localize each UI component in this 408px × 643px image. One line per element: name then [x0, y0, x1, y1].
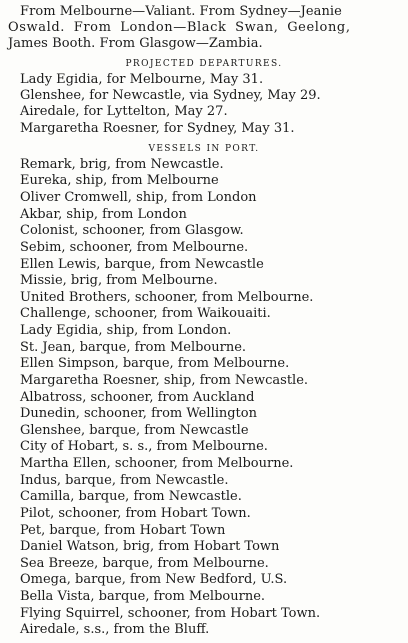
list-item: Indus, barque, from Newcastle.	[20, 472, 229, 488]
vessels-in-port-list	[8, 157, 400, 639]
list-item: Colonist, schooner, from Glasgow.	[20, 223, 244, 239]
list-item: Sea Breeze, barque, from Melbourne.	[20, 555, 269, 571]
list-item: Ellen Lewis, barque, from Newcastle	[20, 256, 264, 272]
projected-departures-list	[8, 72, 400, 137]
list-item: Oliver Cromwell, ship, from London	[20, 190, 257, 206]
projected-departures-heading: PROJECTED DEPARTURES.	[125, 59, 283, 69]
list-item: Akbar, ship, from London	[20, 206, 187, 222]
list-item: Remark, brig, from Newcastle.	[20, 156, 224, 172]
list-item: Glenshee, for Newcastle, via Sydney, May 29.	[20, 88, 321, 104]
list-item: Lady Egidia, for Melbourne, May 31.	[20, 72, 264, 87]
list-item: United Brothers, schooner, from Melbourne.	[20, 289, 314, 305]
list-item: Ellen Simpson, barque, from Melbourne.	[20, 356, 290, 372]
list-item: Airedale, for Lyttelton, May 27.	[20, 104, 228, 120]
arrivals-expected-paragraph	[8, 4, 400, 52]
list-item: Challenge, schooner, from Waikouaiti.	[20, 306, 271, 322]
vessels-in-port-heading: VESSELS IN PORT.	[148, 143, 260, 154]
list-item: Airedale, s.s., from the Bluff.	[20, 622, 210, 638]
list-item: Omega, barque, from New Bedford, U.S.	[20, 572, 288, 588]
list-item: Margaretha Roesner, for Sydney, May 31.	[20, 120, 295, 136]
list-item: Bella Vista, barque, from Melbourne.	[20, 589, 266, 605]
list-item: Daniel Watson, brig, from Hobart Town	[20, 539, 280, 555]
list-item: Pet, barque, from Hobart Town	[20, 522, 226, 538]
intro-line: James Booth. From Glasgow—Zambia.	[8, 36, 263, 51]
list-item: Albatross, schooner, from Auckland	[20, 389, 255, 405]
list-item: Margaretha Roesner, ship, from Newcastle.	[20, 372, 309, 388]
list-item: City of Hobart, s. s., from Melbourne.	[20, 439, 268, 455]
list-item: Glenshee, barque, from Newcastle	[20, 422, 249, 438]
intro-line: Oswald. From London—Black Swan, Geelong,	[8, 20, 351, 35]
intro-line: From Melbourne—Valiant. From Sydney—Jeanie	[20, 4, 342, 19]
list-item: Eureka, ship, from Melbourne	[20, 173, 219, 189]
list-item: Missie, brig, from Melbourne.	[20, 273, 218, 289]
list-item: St. Jean, barque, from Melbourne.	[20, 339, 247, 355]
list-item: Pilot, schooner, from Hobart Town.	[20, 505, 251, 521]
list-item: Sebim, schooner, from Melbourne.	[20, 239, 249, 255]
list-item: Lady Egidia, ship, from London.	[20, 323, 232, 339]
list-item: Flying Squirrel, schooner, from Hobart Town.	[20, 605, 321, 621]
list-item: Martha Ellen, schooner, from Melbourne.	[20, 456, 294, 472]
list-item: Camilla, barque, from Newcastle.	[20, 489, 242, 505]
list-item: Dunedin, schooner, from Wellington	[20, 406, 257, 422]
